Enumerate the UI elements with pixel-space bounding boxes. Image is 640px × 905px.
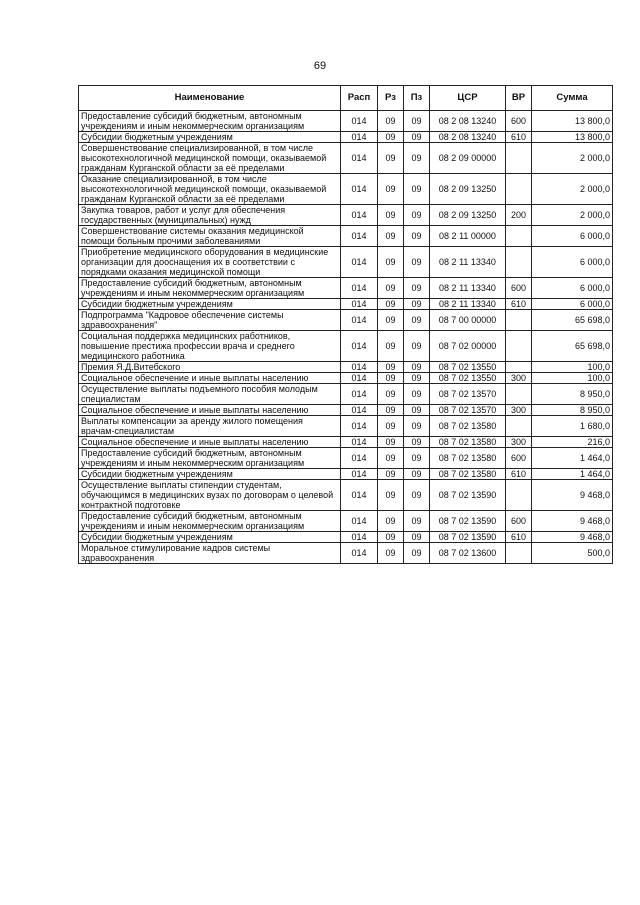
cell-name: Социальное обеспечение и иные выплаты населению [79,437,341,448]
cell-pz: 09 [404,331,430,362]
cell-csr: 08 2 09 00000 [430,143,506,174]
cell-rz: 09 [378,132,404,143]
cell-vr: 600 [506,511,532,532]
cell-pz: 09 [404,247,430,278]
cell-vr [506,143,532,174]
cell-csr: 08 2 09 13250 [430,174,506,205]
cell-sum: 2 000,0 [532,143,613,174]
cell-sum: 1 680,0 [532,416,613,437]
cell-rz: 09 [378,226,404,247]
cell-sum: 13 800,0 [532,132,613,143]
cell-pz: 09 [404,205,430,226]
cell-csr: 08 7 02 13570 [430,405,506,416]
cell-pz: 09 [404,416,430,437]
header-name: Наименование [79,86,341,111]
cell-rasp: 014 [341,448,378,469]
cell-rz: 09 [378,174,404,205]
cell-sum: 8 950,0 [532,384,613,405]
table-row [79,362,613,373]
table-row [79,480,613,511]
cell-csr: 08 7 02 13590 [430,480,506,511]
cell-pz: 09 [404,111,430,132]
cell-vr: 200 [506,205,532,226]
cell-sum: 100,0 [532,373,613,384]
cell-rasp: 014 [341,299,378,310]
cell-rz: 09 [378,543,404,564]
table-row [79,174,613,205]
cell-rz: 09 [378,247,404,278]
cell-pz: 09 [404,384,430,405]
header-rasp: Расп [341,86,378,111]
cell-rasp: 014 [341,143,378,174]
table-row [79,469,613,480]
cell-rz: 09 [378,511,404,532]
table-row [79,247,613,278]
cell-rasp: 014 [341,226,378,247]
cell-rasp: 014 [341,469,378,480]
cell-sum: 6 000,0 [532,247,613,278]
cell-name: Субсидии бюджетным учреждениям [79,132,341,143]
cell-sum: 9 468,0 [532,511,613,532]
header-csr: ЦСР [430,86,506,111]
cell-sum: 65 698,0 [532,310,613,331]
cell-csr: 08 2 08 13240 [430,111,506,132]
cell-vr [506,331,532,362]
table-row [79,543,613,564]
cell-rasp: 014 [341,480,378,511]
cell-csr: 08 2 08 13240 [430,132,506,143]
cell-name: Социальная поддержка медицинских работников, повышение престижа профессии врача и среднего медицинского работника [79,331,341,362]
cell-rasp: 014 [341,362,378,373]
cell-rasp: 014 [341,247,378,278]
cell-csr: 08 2 11 13340 [430,247,506,278]
budget-table [78,85,613,564]
cell-rz: 09 [378,532,404,543]
table-header-row [79,86,613,111]
cell-csr: 08 7 02 13590 [430,511,506,532]
cell-rasp: 014 [341,543,378,564]
cell-pz: 09 [404,532,430,543]
table-row [79,299,613,310]
cell-rasp: 014 [341,532,378,543]
cell-rasp: 014 [341,310,378,331]
cell-vr [506,174,532,205]
cell-vr [506,480,532,511]
cell-name: Социальное обеспечение и иные выплаты населению [79,405,341,416]
cell-rasp: 014 [341,278,378,299]
cell-csr: 08 7 00 00000 [430,310,506,331]
cell-name: Закупка товаров, работ и услуг для обеспечения государственных (муниципальных) нужд [79,205,341,226]
cell-name: Предоставление субсидий бюджетным, автономным учреждениям и иным некоммерческим организациям [79,448,341,469]
cell-csr: 08 2 11 00000 [430,226,506,247]
cell-pz: 09 [404,299,430,310]
table-row [79,511,613,532]
header-rz: Рз [378,86,404,111]
cell-rasp: 014 [341,205,378,226]
cell-csr: 08 7 02 13590 [430,532,506,543]
cell-sum: 65 698,0 [532,331,613,362]
cell-rasp: 014 [341,132,378,143]
table-row [79,132,613,143]
cell-name: Предоставление субсидий бюджетным, автономным учреждениям и иным некоммерческим организациям [79,511,341,532]
table-row [79,532,613,543]
cell-csr: 08 7 02 13580 [430,469,506,480]
cell-csr: 08 2 09 13250 [430,205,506,226]
cell-rz: 09 [378,111,404,132]
header-pz: Пз [404,86,430,111]
cell-csr: 08 7 02 13550 [430,373,506,384]
cell-rasp: 014 [341,174,378,205]
cell-rasp: 014 [341,373,378,384]
cell-pz: 09 [404,143,430,174]
cell-sum: 1 464,0 [532,469,613,480]
cell-rz: 09 [378,448,404,469]
table-row [79,437,613,448]
cell-vr: 600 [506,278,532,299]
cell-rasp: 014 [341,111,378,132]
cell-sum: 9 468,0 [532,480,613,511]
cell-vr [506,310,532,331]
cell-rz: 09 [378,384,404,405]
cell-pz: 09 [404,226,430,247]
cell-vr: 600 [506,111,532,132]
cell-rz: 09 [378,278,404,299]
cell-pz: 09 [404,511,430,532]
cell-name: Субсидии бюджетным учреждениям [79,299,341,310]
cell-name: Социальное обеспечение и иные выплаты населению [79,373,341,384]
cell-csr: 08 7 02 13600 [430,543,506,564]
cell-rasp: 014 [341,511,378,532]
cell-rasp: 014 [341,416,378,437]
cell-rz: 09 [378,205,404,226]
table-row [79,226,613,247]
cell-vr [506,362,532,373]
cell-vr [506,247,532,278]
cell-rasp: 014 [341,437,378,448]
cell-sum: 500,0 [532,543,613,564]
cell-sum: 1 464,0 [532,448,613,469]
cell-vr: 300 [506,405,532,416]
cell-name: Подпрограмма "Кадровое обеспечение системы здравоохранения" [79,310,341,331]
table-row [79,448,613,469]
cell-rz: 09 [378,143,404,174]
cell-name: Совершенствование системы оказания медицинской помощи больным прочими заболеваниями [79,226,341,247]
cell-sum: 9 468,0 [532,532,613,543]
table-row [79,405,613,416]
header-vr: ВР [506,86,532,111]
cell-csr: 08 7 02 13580 [430,437,506,448]
cell-name: Субсидии бюджетным учреждениям [79,469,341,480]
cell-vr: 300 [506,437,532,448]
cell-csr: 08 7 02 13550 [430,362,506,373]
cell-rz: 09 [378,373,404,384]
cell-vr: 610 [506,469,532,480]
cell-pz: 09 [404,310,430,331]
cell-rasp: 014 [341,331,378,362]
cell-name: Выплаты компенсации за аренду жилого помещения врачам-специалистам [79,416,341,437]
cell-rasp: 014 [341,384,378,405]
cell-sum: 13 800,0 [532,111,613,132]
cell-rasp: 014 [341,405,378,416]
cell-sum: 6 000,0 [532,299,613,310]
cell-name: Моральное стимулирование кадров системы здравоохранения [79,543,341,564]
table-row [79,278,613,299]
cell-vr: 610 [506,132,532,143]
cell-sum: 6 000,0 [532,278,613,299]
cell-csr: 08 7 02 13580 [430,448,506,469]
cell-rz: 09 [378,331,404,362]
cell-pz: 09 [404,405,430,416]
cell-name: Субсидии бюджетным учреждениям [79,532,341,543]
cell-rz: 09 [378,405,404,416]
cell-rz: 09 [378,469,404,480]
header-sum: Сумма [532,86,613,111]
cell-name: Осуществление выплаты подъемного пособия молодым специалистам [79,384,341,405]
cell-pz: 09 [404,174,430,205]
cell-csr: 08 7 02 13580 [430,416,506,437]
cell-sum: 6 000,0 [532,226,613,247]
cell-name: Предоставление субсидий бюджетным, автономным учреждениям и иным некоммерческим организациям [79,278,341,299]
cell-sum: 8 950,0 [532,405,613,416]
cell-name: Оказание специализированной, в том числе высокотехнологичной медицинской помощи, оказываемой гражданам Курганской области за её пределами [79,174,341,205]
cell-pz: 09 [404,132,430,143]
cell-csr: 08 2 11 13340 [430,299,506,310]
table-row [79,331,613,362]
table-row [79,111,613,132]
cell-pz: 09 [404,437,430,448]
cell-vr: 610 [506,532,532,543]
cell-pz: 09 [404,480,430,511]
cell-vr [506,416,532,437]
table-row [79,416,613,437]
cell-vr: 610 [506,299,532,310]
cell-pz: 09 [404,362,430,373]
table-row [79,143,613,174]
cell-vr: 600 [506,448,532,469]
cell-pz: 09 [404,278,430,299]
cell-rz: 09 [378,362,404,373]
cell-name: Предоставление субсидий бюджетным, автономным учреждениям и иным некоммерческим организациям [79,111,341,132]
cell-pz: 09 [404,448,430,469]
cell-name: Совершенствование специализированной, в том числе высокотехнологичной медицинской помощи, оказываемой гражданам Курганской области за её пределами [79,143,341,174]
cell-sum: 2 000,0 [532,174,613,205]
cell-sum: 216,0 [532,437,613,448]
cell-vr [506,384,532,405]
cell-pz: 09 [404,543,430,564]
cell-vr [506,543,532,564]
cell-rz: 09 [378,480,404,511]
cell-rz: 09 [378,416,404,437]
page-number: 69 [313,60,327,72]
cell-pz: 09 [404,469,430,480]
cell-vr: 300 [506,373,532,384]
cell-rz: 09 [378,310,404,331]
cell-csr: 08 7 02 00000 [430,331,506,362]
table-row [79,373,613,384]
table-row [79,384,613,405]
cell-csr: 08 2 11 13340 [430,278,506,299]
cell-sum: 2 000,0 [532,205,613,226]
cell-vr [506,226,532,247]
cell-pz: 09 [404,373,430,384]
table-row [79,310,613,331]
cell-csr: 08 7 02 13570 [430,384,506,405]
table-row [79,205,613,226]
cell-name: Премия Я.Д.Витебского [79,362,341,373]
cell-rz: 09 [378,299,404,310]
cell-sum: 100,0 [532,362,613,373]
cell-name: Приобретение медицинского оборудования в медицинские организации для дооснащения их в соответствии с порядками оказания медицинской помощи [79,247,341,278]
cell-name: Осуществление выплаты стипендии студентам, обучающимся в медицинских вузах по договорам о целевой контрактной подготовке [79,480,341,511]
cell-rz: 09 [378,437,404,448]
